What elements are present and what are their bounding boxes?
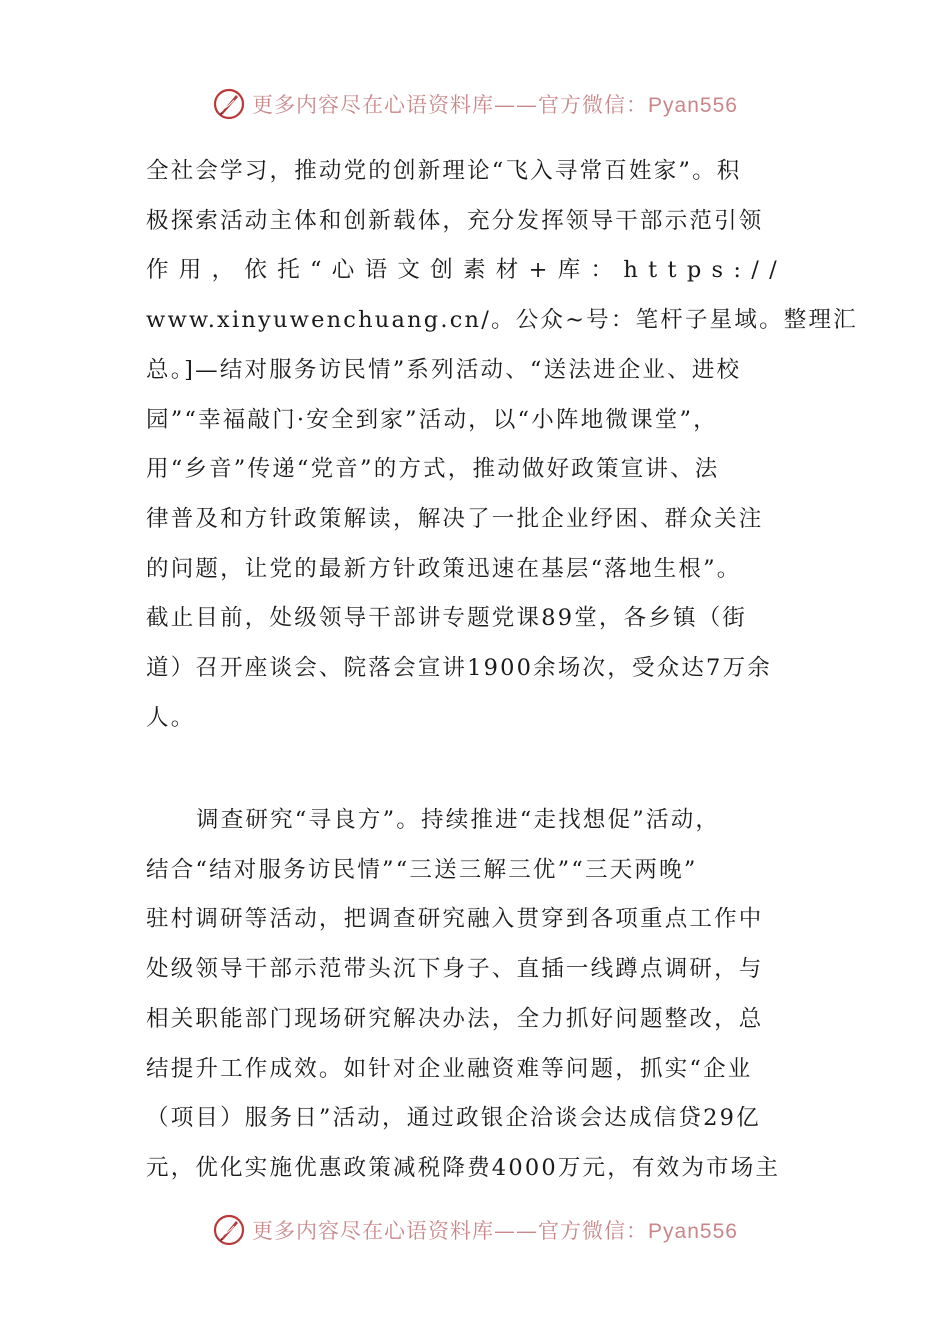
paragraph-line: 结合“结对服务访民情”“三送三解三优”“三天两晚” (146, 856, 698, 883)
paragraph-line: 元，优化实施优惠政策减税降费4000万元，有效为市场主 (146, 1154, 781, 1181)
paragraph-line: 极探索活动主体和创新载体，充分发挥领导干部示范引领 (146, 207, 764, 234)
paragraph-line: （项目）服务日”活动，通过政银企洽谈会达成信贷29亿 (146, 1105, 761, 1132)
header-banner-wechat-id: Pyan556 (648, 94, 738, 117)
paragraph-line: 的问题，让党的最新方针政策迅速在基层“落地生根”。 (146, 555, 742, 582)
footer-banner-separator: —— (494, 1219, 539, 1243)
paragraph-line: 调查研究“寻良方”。持续推进“走找想促”活动， (196, 807, 721, 833)
body-paragraph-1 (146, 147, 858, 743)
paragraph-line: 总。]—结对服务访民情”系列活动、“送法进企业、进校 (146, 356, 742, 383)
header-banner-wechat-label: 官方微信： (538, 93, 649, 117)
paragraph-line: 用“乡音”传递“党音”的方式，推动做好政策宣讲、法 (146, 456, 720, 483)
header-banner (0, 82, 950, 126)
header-banner-text (252, 89, 738, 119)
paragraph-line: 园”“幸福敲门·安全到家”活动，以“小阵地微课堂”， (146, 406, 718, 433)
quill-logo-icon (212, 1213, 246, 1247)
body-paragraph-2 (146, 796, 806, 1194)
paragraph-line: 结提升工作成效。如针对企业融资难等问题，抓实“企业 (146, 1055, 753, 1082)
paragraph-line: 作用，依托“心语文创素材+库：https:// (146, 257, 788, 284)
paragraph-line: 全社会学习，推动党的创新理论“飞入寻常百姓家”。积 (146, 158, 742, 184)
footer-banner-title: 更多内容尽在心语资料库 (252, 1219, 495, 1243)
paragraph-line: 道）召开座谈会、院落会宣讲1900余场次，受众达7万余 (146, 655, 772, 682)
quill-logo-icon (212, 87, 246, 121)
paragraph-line: 相关职能部门现场研究解决办法，全力抓好问题整改，总 (146, 1005, 764, 1032)
footer-banner (0, 1208, 950, 1252)
paragraph-line: 驻村调研等活动，把调查研究融入贯穿到各项重点工作中 (146, 906, 764, 933)
footer-banner-text (252, 1215, 738, 1245)
paragraph-line: www.xinyuwenchuang.cn/。公众~号：笔杆子星域。整理汇 (146, 307, 858, 334)
paragraph-line: 处级领导干部示范带头沉下身子、直插一线蹲点调研，与 (146, 956, 764, 983)
header-banner-separator: —— (494, 93, 539, 117)
paragraph-line: 人。 (146, 704, 196, 731)
paragraph-line: 律普及和方针政策解读，解决了一批企业纾困、群众关注 (146, 505, 764, 532)
footer-banner-wechat-id: Pyan556 (648, 1220, 738, 1243)
paragraph-line: 截止目前，处级领导干部讲专题党课89堂，各乡镇（街 (146, 605, 748, 632)
header-banner-title: 更多内容尽在心语资料库 (252, 93, 495, 117)
footer-banner-wechat-label: 官方微信： (538, 1219, 649, 1243)
